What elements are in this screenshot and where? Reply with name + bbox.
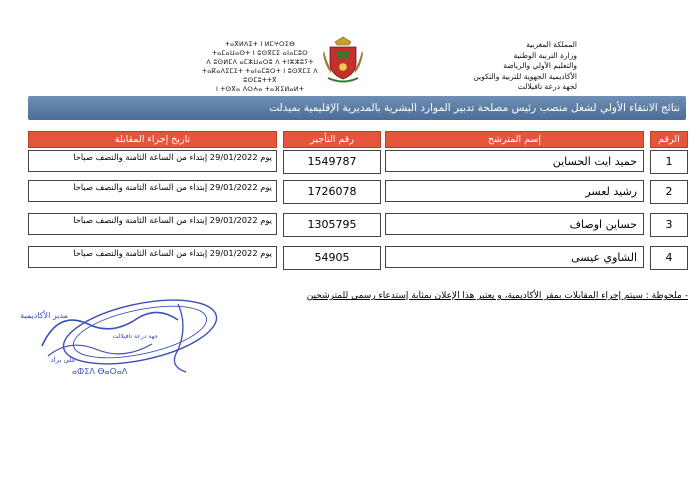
table-row-candidate: رشيد لعسر [385,180,644,202]
table-row-number: 1 [650,150,688,174]
table-row-number: 2 [650,180,688,204]
svg-text:جهة درعة تافيلالت: جهة درعة تافيلالت [112,333,158,340]
svg-text:علي براد: علي براد [50,356,76,364]
header-tifinagh-block [200,40,320,94]
header-line: وزارة التربية الوطنية [513,50,577,60]
table-row-interview-date: يوم 29/01/2022 إبتداء من الساعة الثامنة والنصف صباحا [28,246,277,268]
table-row-candidate: حساين اوصاف [385,213,644,235]
header-line: والتعليم الأولي والرياضة [503,61,577,70]
svg-text:ⴰⵀⵉⴷ ⴱⴰⵔⴰⴷ: ⴰⵀⵉⴷ ⴱⴰⵔⴰⴷ [72,367,128,376]
table-row-registration: 1305795 [283,213,381,237]
header-line: ⵜⴰⴳⵍⴷⵉⵜ ⵏ ⵍⵎⵖⵔⵉⴱ [224,41,296,48]
note-text: - ملحوظة : سيتم إجراء المقابلات بمقر الأكاديمية، و يعتبر هذا الإعلان بمثابة إستدعاء رسمي للمترشحين [306,291,688,301]
header-number: الرقم [650,131,688,148]
header-line: لجهة درعة تافيلالت [517,82,577,91]
table-row-registration: 1549787 [283,150,381,174]
header-candidate: إسم المترشح [385,131,644,148]
svg-text:مدير الأكاديمية: مدير الأكاديمية [20,311,68,320]
header-line: ⵜⴰⵎⴰⵡⴰⵙⵜ ⵏ ⵓⵙⴳⵎⵉ ⴰⵏⴰⵎⵓⵔ [211,50,309,57]
header-line: المملكة المغربية [526,40,577,49]
header-arabic-block [372,40,577,93]
table-row-registration: 1726078 [283,180,381,204]
table-row-interview-date: يوم 29/01/2022 إبتداء من الساعة الثامنة والنصف صباحا [28,150,277,172]
table-row-interview-date: يوم 29/01/2022 إبتداء من الساعة الثامنة والنصف صباحا [28,213,277,235]
table-row-interview-date: يوم 29/01/2022 إبتداء من الساعة الثامنة والنصف صباحا [28,180,277,202]
official-stamp-signature [20,296,228,376]
table-row-number: 4 [650,246,688,270]
header-line: الأكاديمية الجهوية للتربية والتكوين [473,71,577,81]
header-line: ⵜⴰⴽⴰⴷⵉⵎⵉⵜ ⵜⴰⵏⴰⵎⵓⵔⵜ ⵏ ⵓⵙⴳⵎⵉ ⴷ ⵓⵙⵎⵓⵜⵜⴳ [202,68,318,84]
table-row-candidate: حميد ايت الحساين [385,150,644,172]
header-line: ⵏ ⵜⵙⴳⴰ ⴷⵔⵄⴰ ⵜⴰⴼⵉⵍⴰⵍⵜ [215,86,305,93]
table-row-candidate: الشاوي عيسى [385,246,644,268]
table-row-number: 3 [650,213,688,237]
header-line: ⴷ ⵓⵙⵍⵎⴷ ⴰⵎⵣⵡⴰⵔⵓ ⴷ ⵜⵏⵣⵣⵓⵢⵜ [206,59,314,66]
page-title: نتائج الانتقاء الأولي لشغل منصب رئيس مصلحة تدبير الموارد البشرية بالمديرية الإقليمية بميدلت [269,102,680,114]
morocco-coat-of-arms-icon [322,36,364,84]
header-interview-date: تاريخ إجراء المقابلة [28,131,277,148]
header-registration: رقم التأجير [283,131,381,148]
table-row-registration: 54905 [283,246,381,270]
